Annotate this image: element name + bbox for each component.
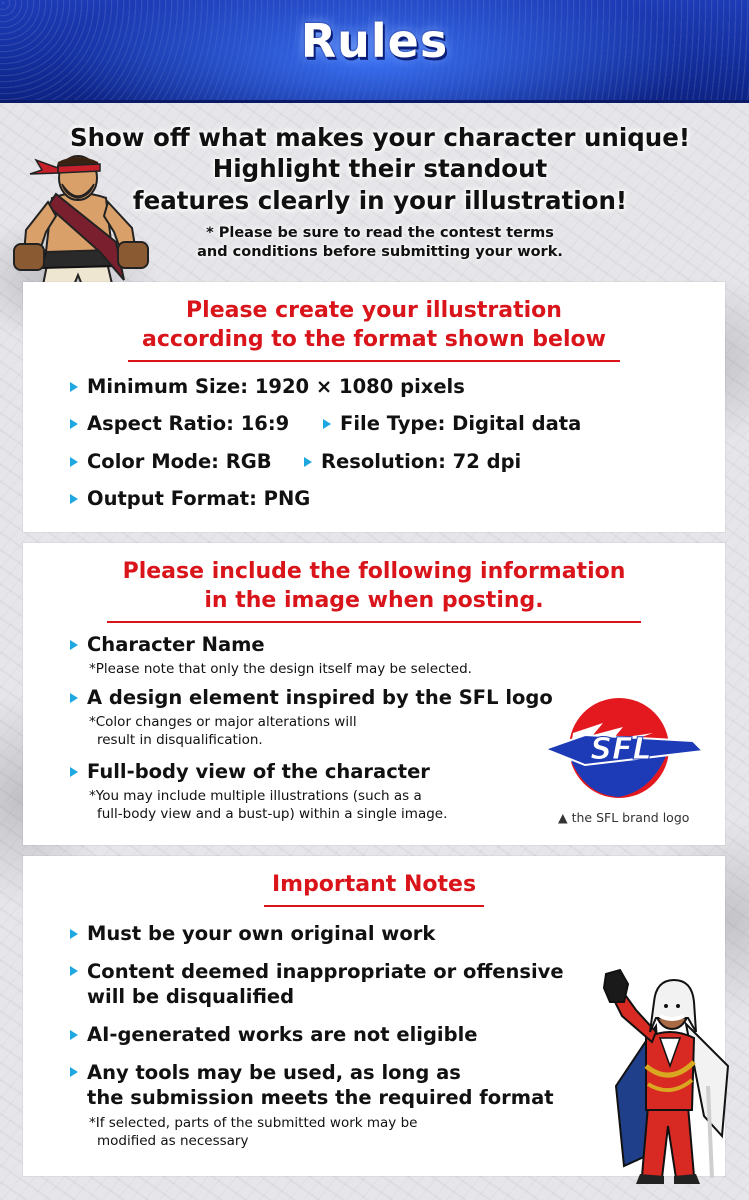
triangle-bullet-icon [323,419,331,429]
info-item [70,686,553,709]
triangle-bullet-icon [70,457,78,467]
notes-item [70,1023,477,1046]
sfl-logo-text: SFL [590,732,652,767]
info-item [70,760,430,783]
triangle-bullet-icon [70,1030,78,1040]
sfl-logo [543,693,705,803]
info-panel-title [23,557,725,615]
format-panel [23,282,725,532]
notes-item [70,1060,554,1111]
note-line: *You may include multiple illustrations (such as a [89,788,422,804]
notes-line: will be disqualified [87,985,295,1009]
notes-line: Content deemed inappropriate or offensive [87,960,564,983]
notes-panel-title: Important Notes [271,872,477,897]
title-underline [128,360,620,362]
format-item [70,412,289,435]
format-item-label: Minimum Size: 1920 × 1080 pixels [87,375,465,398]
notes-line: the submission meets the required format [87,1086,554,1110]
info-item-note [89,787,447,823]
info-item [70,633,265,656]
triangle-bullet-icon [70,693,78,703]
notes-item-label: Must be your own original work [87,922,436,945]
notes-item [70,959,564,1010]
info-item-note [89,713,357,749]
header-banner [0,0,749,103]
triangle-bullet-icon [304,457,312,467]
format-item [304,450,521,473]
notes-item-label [87,959,564,1010]
intro-section [60,122,700,262]
title-underline [107,621,641,623]
format-title-line: according to the format shown below [142,327,606,353]
info-item-label: Character Name [87,633,265,656]
note-line: *Color changes or major alterations will [89,714,357,730]
format-item-label: Aspect Ratio: 16:9 [87,412,290,435]
format-item-label: File Type: Digital data [340,412,582,435]
note-line: result in disqualification. [97,732,263,749]
terms-note [60,224,700,262]
notes-item-label [87,1060,554,1111]
notes-item-label: AI-generated works are not eligible [87,1023,478,1046]
format-item [323,412,581,435]
format-item [70,375,465,398]
format-item-label: Color Mode: RGB [87,450,272,473]
intro-headline-line: features clearly in your illustration! [132,185,628,215]
format-item-label: Output Format: PNG [87,487,311,510]
intro-headline [60,122,700,216]
triangle-bullet-icon [70,419,78,429]
triangle-bullet-icon [70,640,78,650]
format-title-line: Please create your illustration [186,298,562,323]
info-title-line: in the image when posting. [204,588,544,614]
triangle-bullet-icon [70,929,78,939]
triangle-bullet-icon [70,767,78,777]
notes-item [70,922,435,945]
triangle-bullet-icon [70,1067,78,1077]
intro-headline-line: Show off what makes your character unique! [69,123,691,152]
terms-note-line: and conditions before submitting your work. [197,243,563,260]
title-underline [264,905,484,907]
footnote-line: modified as necessary [97,1133,249,1150]
triangle-bullet-icon [70,382,78,392]
triangle-bullet-icon [70,494,78,504]
notes-line: Any tools may be used, as long as [87,1061,461,1084]
footnote-line: *If selected, parts of the submitted work may be [89,1115,418,1131]
format-item [70,450,272,473]
logo-caption: ▲ the SFL brand logo [558,810,690,825]
note-line: full-body view and a bust-up) within a single image. [97,806,448,823]
notes-footnote [89,1114,417,1150]
info-item-label: A design element inspired by the SFL logo [87,686,553,709]
cloaked-character-illustration [596,966,734,1188]
page-title: Rules [300,14,449,68]
info-panel [23,543,725,845]
note-line: *Please note that only the design itself may be selected. [89,661,472,677]
info-item-label: Full-body view of the character [87,760,430,783]
triangle-bullet-icon [70,966,78,976]
format-item [70,487,310,510]
terms-note-line: * Please be sure to read the contest terms [206,225,554,242]
format-panel-title [23,296,725,354]
intro-headline-line: Highlight their standout [212,154,548,184]
info-item-note [89,660,472,678]
format-item-label: Resolution: 72 dpi [321,450,522,473]
info-title-line: Please include the following information [122,559,626,584]
